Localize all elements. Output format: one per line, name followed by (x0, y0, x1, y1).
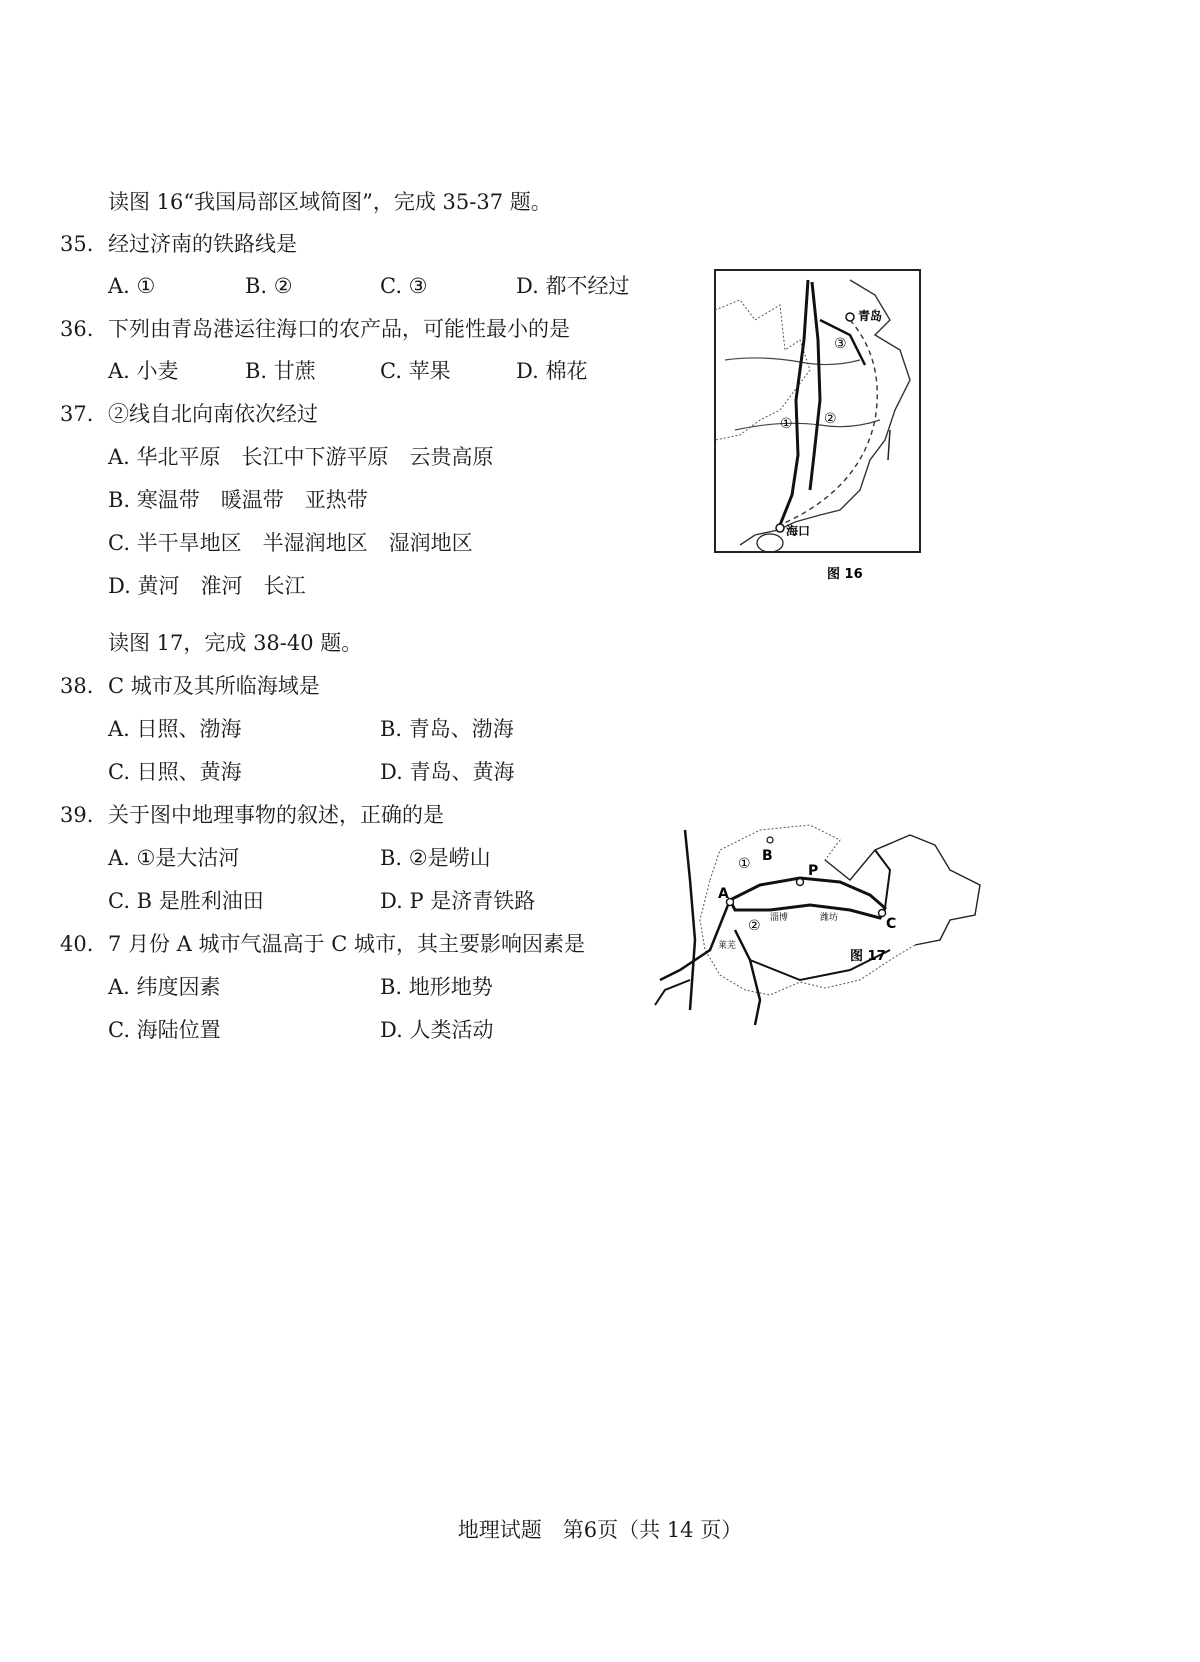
q40-option-b: B. 地形地势 (380, 975, 493, 999)
q35-stem: 经过济南的铁路线是 (108, 232, 297, 256)
q39-option-b: B. ②是崂山 (380, 846, 491, 870)
q36-number: 36. (60, 317, 94, 341)
fig17-caption: 图 17 (850, 949, 886, 964)
q35-option-c: C. ③ (380, 274, 428, 298)
fig17-railway-sw-branch (655, 980, 690, 1005)
q36-option-a: A. 小麦 (108, 359, 179, 383)
fig17-city-p-dot (797, 879, 804, 886)
q36-stem: 下列由青岛港运往海口的农产品，可能性最小的是 (108, 317, 570, 341)
fig16-hainan-island (757, 534, 783, 552)
fig16-haikou-dot (776, 524, 784, 532)
q39-option-c: C. B 是胜利油田 (108, 889, 264, 913)
q37-option-c: C. 半干旱地区 半湿润地区 湿润地区 (108, 531, 473, 555)
fig17-label-zibo: 淄博 (770, 913, 789, 923)
page-footer: 地理试题 第6页（共 14 页） (457, 1518, 743, 1542)
fig16-qingdao-dot (846, 313, 854, 321)
fig17-label-a: A (718, 886, 729, 902)
q38-number: 38. (60, 674, 94, 698)
q36-option-d: D. 棉花 (516, 359, 588, 383)
fig17-city-c-dot (879, 910, 886, 917)
q40-option-d: D. 人类活动 (380, 1018, 494, 1042)
fig16-label-line2: ② (824, 411, 837, 427)
figure-16-map (700, 260, 930, 590)
fig17-label-b: B (762, 848, 773, 864)
figure-17-map (650, 810, 990, 1040)
fig17-label-weifang: 潍坊 (820, 913, 839, 923)
q37-option-a: A. 华北平原 长江中下游平原 云贵高原 (108, 445, 494, 469)
q36-option-b: B. 甘蔗 (245, 359, 316, 383)
fig16-label-haikou: 海口 (786, 524, 811, 538)
q39-number: 39. (60, 803, 94, 827)
fig16-label-line1: ① (780, 416, 793, 432)
q40-number: 40. (60, 932, 94, 956)
q40-option-a: A. 纬度因素 (108, 975, 221, 999)
q38-option-c: C. 日照、黄海 (108, 760, 242, 784)
q38-option-d: D. 青岛、黄海 (380, 760, 515, 784)
q39-stem: 关于图中地理事物的叙述，正确的是 (108, 803, 444, 827)
fig17-label-mark2: ② (748, 918, 761, 934)
q39-option-d: D. P 是济青铁路 (380, 889, 536, 913)
q38-option-a: A. 日照、渤海 (108, 717, 242, 741)
fig16-railway-1 (780, 280, 808, 525)
fig17-railway-south (735, 930, 760, 1025)
intro-fig17: 读图 17，完成 38-40 题。 (108, 631, 363, 655)
intro-fig16: 读图 16“我国局部区域简图”，完成 35-37 题。 (108, 190, 552, 214)
fig17-railway-west (685, 830, 695, 1010)
q37-number: 37. (60, 402, 94, 426)
q37-stem: ②线自北向南依次经过 (108, 402, 318, 426)
q35-option-b: B. ② (245, 274, 293, 298)
q40-option-c: C. 海陆位置 (108, 1018, 221, 1042)
fig17-label-mark1: ① (738, 856, 751, 872)
q35-option-a: A. ① (108, 274, 156, 298)
q35-option-d: D. 都不经过 (516, 274, 630, 298)
fig17-label-c: C (886, 916, 897, 932)
q40-stem: 7 月份 A 城市气温高于 C 城市，其主要影响因素是 (108, 932, 585, 956)
fig16-label-line3: ③ (834, 336, 847, 352)
fig16-label-qingdao: 青岛 (858, 309, 883, 323)
fig16-river-yangtze (735, 420, 880, 430)
q37-option-b: B. 寒温带 暖温带 亚热带 (108, 488, 368, 512)
fig16-railway-2 (810, 282, 820, 490)
q38-option-b: B. 青岛、渤海 (380, 717, 514, 741)
q39-option-a: A. ①是大沽河 (108, 846, 240, 870)
fig17-city-b-dot (767, 837, 773, 843)
fig17-coastline (825, 835, 980, 945)
q38-stem: C 城市及其所临海域是 (108, 674, 320, 698)
fig17-railway-p (730, 878, 885, 918)
q37-option-d: D. 黄河 淮河 长江 (108, 574, 306, 598)
fig16-river-yellow (725, 358, 860, 365)
fig17-label-laiwu: 莱芜 (718, 941, 737, 951)
q35-number: 35. (60, 232, 94, 256)
fig17-label-p: P (808, 863, 819, 879)
fig16-taiwan (888, 430, 890, 460)
fig16-caption: 图 16 (827, 567, 863, 582)
q36-option-c: C. 苹果 (380, 359, 451, 383)
